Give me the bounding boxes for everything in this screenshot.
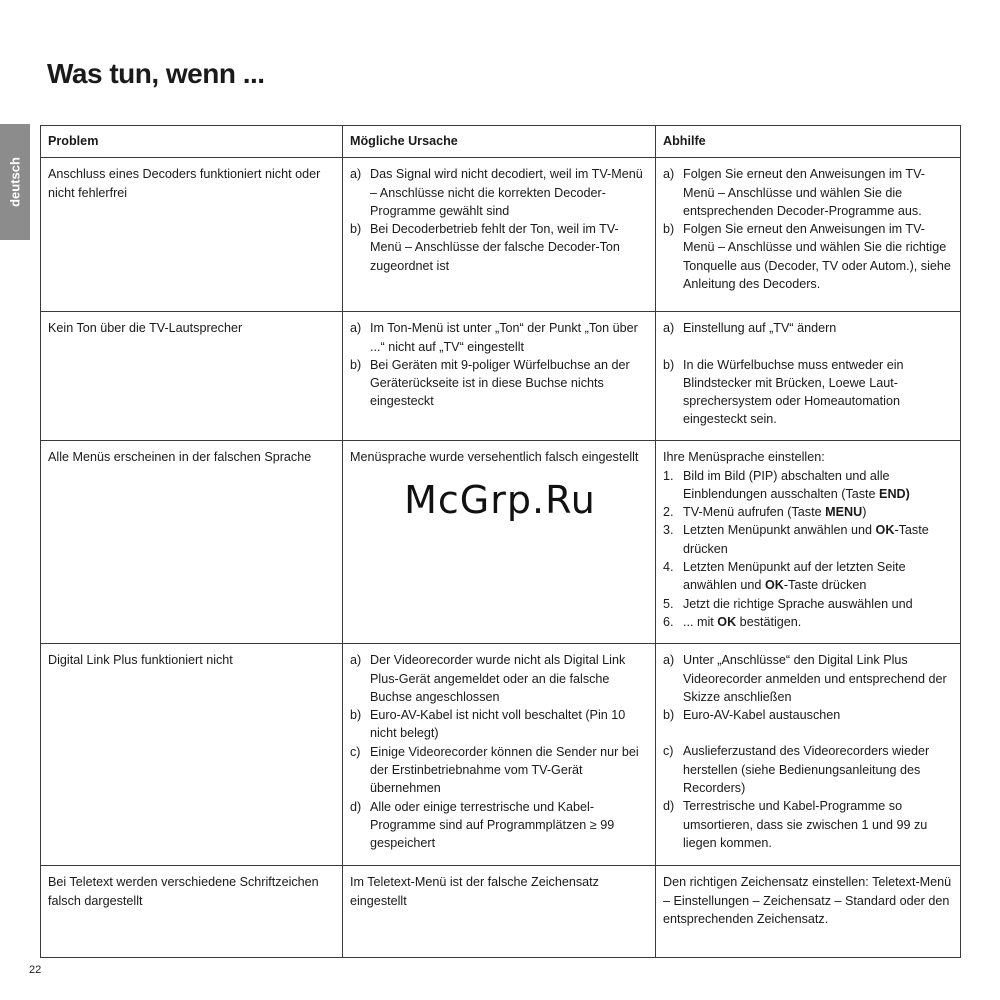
remedy-item: a) Folgen Sie erneut den Anweisungen im TV-Menü – Anschlüsse und wählen Sie die entsprechenden Decoder-Programme aus. xyxy=(663,167,925,218)
table-header-row xyxy=(41,126,961,158)
cause-cell: Menüsprache wurde versehentlich falsch eingestellt xyxy=(343,441,656,644)
remedy-item: b) Folgen Sie erneut den Anweisungen im TV-Menü – Anschlüsse und wählen Sie die richtige Tonquelle aus (Decoder, TV oder Autom.), siehe Anleitung des Decoders. xyxy=(663,222,951,292)
table-row-digital-link xyxy=(41,644,961,866)
cause-item: a) Im Ton-Menü ist unter „Ton“ der Punkt „Ton über ...“ nicht auf „TV“ eingestellt xyxy=(350,321,638,354)
cause-item: b) Bei Decoderbetrieb fehlt der Ton, weil im TV-Menü – Anschlüsse der falsche Decoder-Ton zugeordnet ist xyxy=(350,222,620,273)
cause-cell xyxy=(343,158,656,312)
remedy-step: 5. Jetzt die richtige Sprache auswählen und xyxy=(663,596,913,611)
cause-item: b) Euro-AV-Kabel ist nicht voll beschaltet (Pin 10 nicht belegt) xyxy=(350,708,626,741)
remedy-step: 6. ... mit OK bestätigen. xyxy=(663,614,802,629)
remedy-cell xyxy=(656,441,961,644)
cause-item: b) Bei Geräten mit 9-poliger Würfelbuchse an der Geräterückseite ist in diese Buchse nichts eingesteckt xyxy=(350,357,630,409)
remedy-cell xyxy=(656,158,961,312)
cause-item: c) Einige Videorecorder können die Sender nur bei der Erstinbetriebnahme vom TV-Gerät übernehmen xyxy=(350,744,639,796)
page-title: Was tun, wenn ... xyxy=(47,58,265,89)
header-remedy: Abhilfe xyxy=(656,126,961,158)
table-row-no-sound xyxy=(41,312,961,441)
remedy-intro: Ihre Menüsprache einstellen: xyxy=(663,450,825,465)
header-problem: Problem xyxy=(41,126,343,158)
cause-item: d) Alle oder einige terrestrische und Kabel-Programme sind auf Programmplätzen ≥ 99 gespeichert xyxy=(350,799,615,851)
remedy-cell: Den richtigen Zeichensatz einstellen: Teletext-Menü – Einstellungen – Zeichensatz – Standard oder den entsprechenden Zeichensatz. xyxy=(656,866,961,958)
table-row-teletext xyxy=(41,866,961,958)
remedy-item: b) In die Würfelbuchse muss entweder ein Blindstecker mit Brücken, Loewe Laut-sprechersystem oder Homeautomation eingesteckt sein. xyxy=(663,357,904,427)
cause-item: a) Der Videorecorder wurde nicht als Digital Link Plus-Gerät angemeldet oder an die falsche Buchse angeschlossen xyxy=(350,653,626,704)
header-cause: Mögliche Ursache xyxy=(343,126,656,158)
table-row-decoder xyxy=(41,158,961,312)
remedy-item: d) Terrestrische und Kabel-Programme so umsortieren, dass sie zwischen 1 und 99 zu liegen kommen. xyxy=(663,799,928,850)
language-side-tab-label: deutsch xyxy=(7,157,23,207)
language-side-tab xyxy=(0,124,30,240)
remedy-item: a) Unter „Anschlüsse“ den Digital Link Plus Videorecorder anmelden und entsprechend der Skizze anschließen xyxy=(663,653,947,704)
remedy-step: 3. Letzten Menüpunkt anwählen und OK-Taste drücken xyxy=(663,523,929,556)
cause-cell: Im Teletext-Menü ist der falsche Zeichensatz eingestellt xyxy=(343,866,656,958)
remedy-step: 1. Bild im Bild (PIP) abschalten und alle Einblendungen ausschalten (Taste END) xyxy=(663,468,910,501)
remedy-cell xyxy=(656,312,961,441)
cause-item: a) Das Signal wird nicht decodiert, weil im TV-Menü – Anschlüsse nicht die korrekten Decoder-Programme gewählt sind xyxy=(350,167,643,218)
problem-cell: Anschluss eines Decoders funktioniert nicht oder nicht fehlerfrei xyxy=(41,158,343,312)
remedy-cell xyxy=(656,644,961,866)
page-number: 22 xyxy=(29,964,42,976)
problem-cell: Kein Ton über die TV-Lautsprecher xyxy=(41,312,343,441)
problem-cell: Bei Teletext werden verschiedene Schriftzeichen falsch dargestellt xyxy=(41,866,343,958)
watermark: McGrp.Ru xyxy=(404,478,596,522)
remedy-step: 4. Letzten Menüpunkt auf der letzten Seite anwählen und OK-Taste drücken xyxy=(663,560,906,593)
table-row-menu-language xyxy=(41,441,961,644)
remedy-step: 2. TV-Menü aufrufen (Taste MENU) xyxy=(663,505,867,520)
problem-cell: Alle Menüs erscheinen in der falschen Sprache xyxy=(41,441,343,644)
remedy-item: c) Auslieferzustand des Videorecorders wieder herstellen (siehe Bedienungsanleitung des Recorders) xyxy=(663,744,930,796)
remedy-item: a) Einstellung auf „TV“ ändern xyxy=(663,321,837,336)
troubleshooting-table xyxy=(40,125,961,958)
cause-cell xyxy=(343,312,656,441)
cause-cell xyxy=(343,644,656,866)
remedy-item: b) Euro-AV-Kabel austauschen xyxy=(663,708,841,723)
problem-cell: Digital Link Plus funktioniert nicht xyxy=(41,644,343,866)
